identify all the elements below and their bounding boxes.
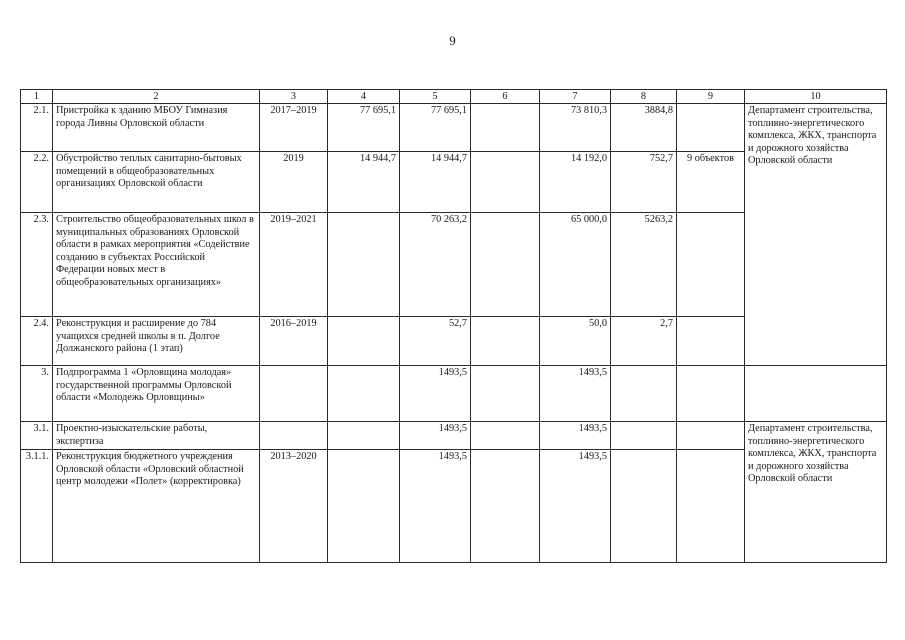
row-number: 2.4. [21,317,53,366]
row-col7: 1493,5 [540,450,611,563]
row-col5: 1493,5 [400,450,471,563]
row-col4 [328,422,400,450]
column-header: 7 [540,90,611,104]
table-row [21,366,887,422]
column-header: 4 [328,90,400,104]
row-col4: 77 695,1 [328,104,400,152]
row-period [260,366,328,422]
row-period: 2019–2021 [260,213,328,317]
row-col8: 752,7 [611,152,677,213]
row-name: Пристройка к зданию МБОУ Гимназия города Ливны Орловской области [53,104,260,152]
column-header: 6 [471,90,540,104]
row-col8 [611,450,677,563]
row-number: 3.1. [21,422,53,450]
row-period: 2017–2019 [260,104,328,152]
row-number: 3. [21,366,53,422]
column-header: 5 [400,90,471,104]
row-period [260,422,328,450]
row-period: 2016–2019 [260,317,328,366]
row-period: 2013–2020 [260,450,328,563]
row-col6 [471,366,540,422]
row-col7: 14 192,0 [540,152,611,213]
column-header: 9 [677,90,745,104]
row-col9 [677,317,745,366]
row-period: 2019 [260,152,328,213]
row-col6 [471,152,540,213]
row-col4 [328,317,400,366]
row-name: Реконструкция и расширение до 784 учащихся средней школы в п. Долгое Должанского района (1 этап) [53,317,260,366]
row-col7: 1493,5 [540,422,611,450]
row-col4 [328,213,400,317]
column-header: 2 [53,90,260,104]
row-col8: 5263,2 [611,213,677,317]
row-col9 [677,422,745,450]
row-name: Строительство общеобразовательных школ в муниципальных образованиях Орловской области в рамках мероприятия «Содействие созданию в субъектах Российской Федерации новых мест в общеобразовательных организациях» [53,213,260,317]
row-name: Реконструкция бюджетного учреждения Орловской области «Орловский областной центр молодежи «Полет» (корректировка) [53,450,260,563]
row-col5: 52,7 [400,317,471,366]
row-col5: 14 944,7 [400,152,471,213]
executor-cell: Департамент строительства, топливно-энергетического комплекса, ЖКХ, транспорта и дорожного хозяйства Орловской области [745,104,887,366]
row-col6 [471,450,540,563]
row-col8: 2,7 [611,317,677,366]
column-header: 10 [745,90,887,104]
row-col5: 77 695,1 [400,104,471,152]
row-col5: 1493,5 [400,366,471,422]
row-col7: 73 810,3 [540,104,611,152]
row-col6 [471,422,540,450]
row-col8 [611,366,677,422]
row-name: Проектно-изыскательские работы, экспертиза [53,422,260,450]
row-number: 2.3. [21,213,53,317]
row-col7: 50,0 [540,317,611,366]
row-col9 [677,104,745,152]
column-header: 8 [611,90,677,104]
row-col4 [328,366,400,422]
row-col9: 9 объектов [677,152,745,213]
executor-cell: Департамент строительства, топливно-энергетического комплекса, ЖКХ, транспорта и дорожного хозяйства Орловской области [745,422,887,563]
row-col6 [471,104,540,152]
table-row [21,104,887,152]
row-col6 [471,213,540,317]
row-name: Подпрограмма 1 «Орловщина молодая» государственной программы Орловской области «Молодежь Орловщины» [53,366,260,422]
table-header-row [21,90,887,104]
row-number: 2.1. [21,104,53,152]
row-col6 [471,317,540,366]
table-row [21,422,887,450]
row-number: 3.1.1. [21,450,53,563]
budget-table [20,89,887,563]
column-header: 1 [21,90,53,104]
row-col7: 1493,5 [540,366,611,422]
row-col8: 3884,8 [611,104,677,152]
row-col4 [328,450,400,563]
row-name: Обустройство теплых санитарно-бытовых помещений в общеобразовательных организациях Орловской области [53,152,260,213]
executor-cell [745,366,887,422]
page-number: 9 [449,33,456,48]
row-col9 [677,366,745,422]
row-col5: 70 263,2 [400,213,471,317]
row-col7: 65 000,0 [540,213,611,317]
row-col5: 1493,5 [400,422,471,450]
row-col8 [611,422,677,450]
row-col9 [677,213,745,317]
row-col9 [677,450,745,563]
column-header: 3 [260,90,328,104]
row-col4: 14 944,7 [328,152,400,213]
row-number: 2.2. [21,152,53,213]
